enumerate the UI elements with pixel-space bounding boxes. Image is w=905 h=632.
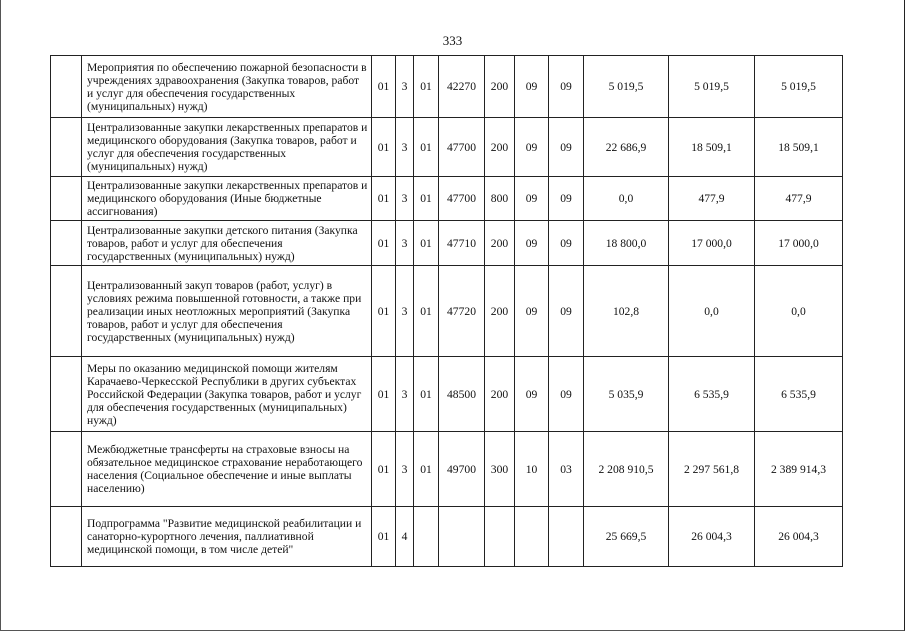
amount-year-2: 17 000,0 [669, 221, 755, 266]
amount-year-2: 5 019,5 [669, 56, 755, 118]
code-section: 09 [515, 177, 549, 221]
code-event: 01 [414, 118, 439, 177]
code-program: 01 [372, 221, 396, 266]
code-expense-type: 800 [485, 177, 515, 221]
code-section: 09 [515, 266, 549, 357]
code-expense-type: 200 [485, 357, 515, 432]
code-event [414, 507, 439, 567]
code-subsection [549, 507, 584, 567]
amount-year-3: 5 019,5 [755, 56, 843, 118]
amount-year-2: 0,0 [669, 266, 755, 357]
amount-year-3: 17 000,0 [755, 221, 843, 266]
table-row [51, 118, 843, 177]
budget-table [50, 55, 843, 567]
amount-year-1: 5 019,5 [584, 56, 669, 118]
code-direction: 47700 [439, 118, 485, 177]
item-name: Межбюджетные трансферты на страховые взносы на обязательное медицинское страхование неработающего населения (Социальное обеспечение и иные выплаты населению) [82, 432, 372, 507]
code-direction: 42270 [439, 56, 485, 118]
code-section [515, 507, 549, 567]
code-event: 01 [414, 177, 439, 221]
code-direction: 47700 [439, 177, 485, 221]
code-program: 01 [372, 357, 396, 432]
amount-year-2: 6 535,9 [669, 357, 755, 432]
amount-year-3: 2 389 914,3 [755, 432, 843, 507]
item-name: Меры по оказанию медицинской помощи жителям Карачаево-Черкесской Республики в других субъектах Российской Федерации (Закупка товаров, работ и услуг для обеспечения государственных (муниципальных) нужд) [82, 357, 372, 432]
code-section: 10 [515, 432, 549, 507]
item-name: Централизованный закуп товаров (работ, услуг) в условиях режима повышенной готовности, а также при реализации иных неотложных мероприятий (Закупка товаров, работ и услуг для обеспечения государственных (муниципальных) нужд) [82, 266, 372, 357]
blank-cell [51, 221, 82, 266]
code-program: 01 [372, 432, 396, 507]
code-expense-type: 200 [485, 221, 515, 266]
amount-year-3: 18 509,1 [755, 118, 843, 177]
item-name: Централизованные закупки лекарственных препаратов и медицинского оборудования (Иные бюджетные ассигнования) [82, 177, 372, 221]
code-expense-type: 200 [485, 56, 515, 118]
code-subprogram: 3 [396, 56, 414, 118]
code-subprogram: 3 [396, 118, 414, 177]
code-expense-type: 200 [485, 266, 515, 357]
code-subprogram: 3 [396, 357, 414, 432]
code-event: 01 [414, 357, 439, 432]
code-subsection: 09 [549, 357, 584, 432]
code-event: 01 [414, 266, 439, 357]
amount-year-3: 0,0 [755, 266, 843, 357]
table-row [51, 507, 843, 567]
code-section: 09 [515, 357, 549, 432]
code-event: 01 [414, 221, 439, 266]
amount-year-1: 25 669,5 [584, 507, 669, 567]
code-subsection: 09 [549, 118, 584, 177]
code-expense-type: 300 [485, 432, 515, 507]
blank-cell [51, 118, 82, 177]
item-name: Централизованные закупки детского питания (Закупка товаров, работ и услуг для обеспечения государственных (муниципальных) нужд) [82, 221, 372, 266]
table-row [51, 56, 843, 118]
amount-year-3: 6 535,9 [755, 357, 843, 432]
amount-year-2: 26 004,3 [669, 507, 755, 567]
blank-cell [51, 432, 82, 507]
code-subsection: 09 [549, 56, 584, 118]
code-expense-type [485, 507, 515, 567]
amount-year-1: 0,0 [584, 177, 669, 221]
code-subprogram: 3 [396, 221, 414, 266]
code-section: 09 [515, 56, 549, 118]
blank-cell [51, 177, 82, 221]
code-program: 01 [372, 266, 396, 357]
amount-year-1: 22 686,9 [584, 118, 669, 177]
code-direction: 48500 [439, 357, 485, 432]
blank-cell [51, 507, 82, 567]
code-direction: 49700 [439, 432, 485, 507]
item-name: Подпрограмма "Развитие медицинской реабилитации и санаторно-курортного лечения, паллиативной медицинской помощи, в том числе детей" [82, 507, 372, 567]
code-subprogram: 4 [396, 507, 414, 567]
code-event: 01 [414, 432, 439, 507]
amount-year-1: 18 800,0 [584, 221, 669, 266]
blank-cell [51, 357, 82, 432]
table-row [51, 357, 843, 432]
table-row [51, 177, 843, 221]
code-subprogram: 3 [396, 432, 414, 507]
code-subsection: 09 [549, 221, 584, 266]
code-direction: 47720 [439, 266, 485, 357]
amount-year-2: 18 509,1 [669, 118, 755, 177]
amount-year-2: 2 297 561,8 [669, 432, 755, 507]
code-subsection: 09 [549, 177, 584, 221]
code-program: 01 [372, 56, 396, 118]
code-subsection: 09 [549, 266, 584, 357]
code-section: 09 [515, 118, 549, 177]
amount-year-3: 477,9 [755, 177, 843, 221]
table-row [51, 432, 843, 507]
amount-year-1: 5 035,9 [584, 357, 669, 432]
item-name: Мероприятия по обеспечению пожарной безопасности в учреждениях здравоохранения (Закупка товаров, работ и услуг для обеспечения государственных (муниципальных) нужд) [82, 56, 372, 118]
code-direction: 47710 [439, 221, 485, 266]
code-program: 01 [372, 118, 396, 177]
code-program: 01 [372, 507, 396, 567]
amount-year-1: 102,8 [584, 266, 669, 357]
item-name: Централизованные закупки лекарственных препаратов и медицинского оборудования (Закупка товаров, работ и услуг для обеспечения государственных (муниципальных) нужд) [82, 118, 372, 177]
blank-cell [51, 56, 82, 118]
code-event: 01 [414, 56, 439, 118]
page-number: 333 [442, 33, 463, 48]
amount-year-1: 2 208 910,5 [584, 432, 669, 507]
code-subprogram: 3 [396, 177, 414, 221]
code-expense-type: 200 [485, 118, 515, 177]
code-subsection: 03 [549, 432, 584, 507]
amount-year-2: 477,9 [669, 177, 755, 221]
code-subprogram: 3 [396, 266, 414, 357]
table-row [51, 221, 843, 266]
amount-year-3: 26 004,3 [755, 507, 843, 567]
blank-cell [51, 266, 82, 357]
table-row [51, 266, 843, 357]
code-section: 09 [515, 221, 549, 266]
code-direction [439, 507, 485, 567]
code-program: 01 [372, 177, 396, 221]
